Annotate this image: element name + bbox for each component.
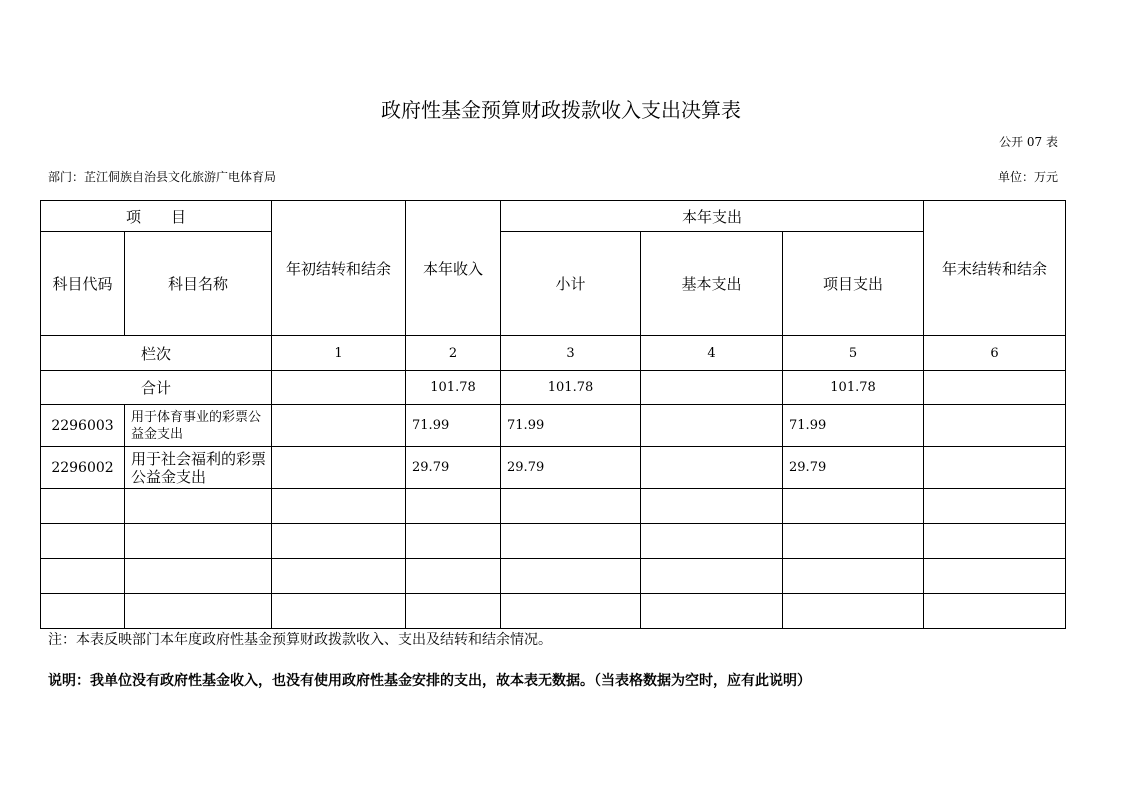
total-label: 合计 [41,371,272,405]
total-income: 101.78 [406,371,501,405]
column-index-cell: 4 [641,336,783,371]
table-row [41,447,1066,489]
empty-cell [41,524,125,559]
empty-row [41,524,1066,559]
empty-cell [783,559,924,594]
table-row [41,405,1066,447]
empty-cell [501,559,641,594]
form-number: 公开 07 表 [999,135,1058,149]
empty-cell [924,489,1066,524]
row-opening [272,405,406,447]
row-opening [272,447,406,489]
empty-cell [924,594,1066,629]
column-index-cell: 2 [406,336,501,371]
total-row [41,371,1066,405]
header-closing-balance: 年末结转和结余 [924,201,1066,336]
empty-cell [641,559,783,594]
empty-cell [501,489,641,524]
empty-cell [783,524,924,559]
header-name: 科目名称 [125,232,272,336]
row-closing [924,447,1066,489]
empty-cell [125,489,272,524]
page-title: 政府性基金预算财政拨款收入支出决算表 [381,98,741,122]
row-name: 用于体育事业的彩票公益金支出 [125,405,272,447]
empty-cell [641,524,783,559]
column-index-cell: 1 [272,336,406,371]
row-basic [641,447,783,489]
row-income: 71.99 [406,405,501,447]
empty-cell [641,594,783,629]
header-basic: 基本支出 [641,232,783,336]
empty-cell [924,524,1066,559]
header-item-group: 项 目 [41,201,272,232]
header-subtotal: 小计 [501,232,641,336]
row-project: 29.79 [783,447,924,489]
empty-cell [406,594,501,629]
row-project: 71.99 [783,405,924,447]
empty-cell [783,489,924,524]
unit-label: 单位：万元 [997,170,1058,184]
row-basic [641,405,783,447]
empty-cell [272,489,406,524]
empty-cell [41,559,125,594]
header-opening-balance: 年初结转和结余 [272,201,406,336]
header-project: 项目支出 [783,232,924,336]
row-code: 2296002 [41,447,125,489]
row-subtotal: 71.99 [501,405,641,447]
row-code: 2296003 [41,405,125,447]
empty-cell [406,489,501,524]
empty-cell [125,594,272,629]
empty-cell [125,524,272,559]
row-subtotal: 29.79 [501,447,641,489]
empty-cell [406,559,501,594]
column-index-cell: 3 [501,336,641,371]
total-opening [272,371,406,405]
total-closing [924,371,1066,405]
empty-row [41,559,1066,594]
table-note: 注：本表反映部门本年度政府性基金预算财政拨款收入、支出及结转和结余情况。 [48,632,552,648]
header-expenditure-group: 本年支出 [501,201,924,232]
row-closing [924,405,1066,447]
total-subtotal: 101.78 [501,371,641,405]
empty-cell [272,559,406,594]
column-index-cell: 5 [783,336,924,371]
empty-cell [783,594,924,629]
column-index-label: 栏次 [41,336,272,371]
empty-cell [406,524,501,559]
empty-cell [924,559,1066,594]
empty-cell [272,594,406,629]
empty-cell [641,489,783,524]
row-income: 29.79 [406,447,501,489]
total-project: 101.78 [783,371,924,405]
column-index-cell: 6 [924,336,1066,371]
row-name: 用于社会福利的彩票公益金支出 [125,447,272,489]
header-code: 科目代码 [41,232,125,336]
explanation-text: 说明：我单位没有政府性基金收入，也没有使用政府性基金安排的支出，故本表无数据。（当表格数据为空时，应有此说明） [48,673,811,689]
header-income: 本年收入 [406,201,501,336]
empty-cell [272,524,406,559]
empty-cell [501,594,641,629]
empty-row [41,594,1066,629]
empty-cell [125,559,272,594]
column-index-row [41,336,1066,371]
total-basic [641,371,783,405]
empty-row [41,489,1066,524]
empty-cell [41,489,125,524]
department-label: 部门：芷江侗族自治县文化旅游广电体育局 [48,170,277,184]
empty-cell [501,524,641,559]
budget-table [40,200,1066,629]
empty-cell [41,594,125,629]
